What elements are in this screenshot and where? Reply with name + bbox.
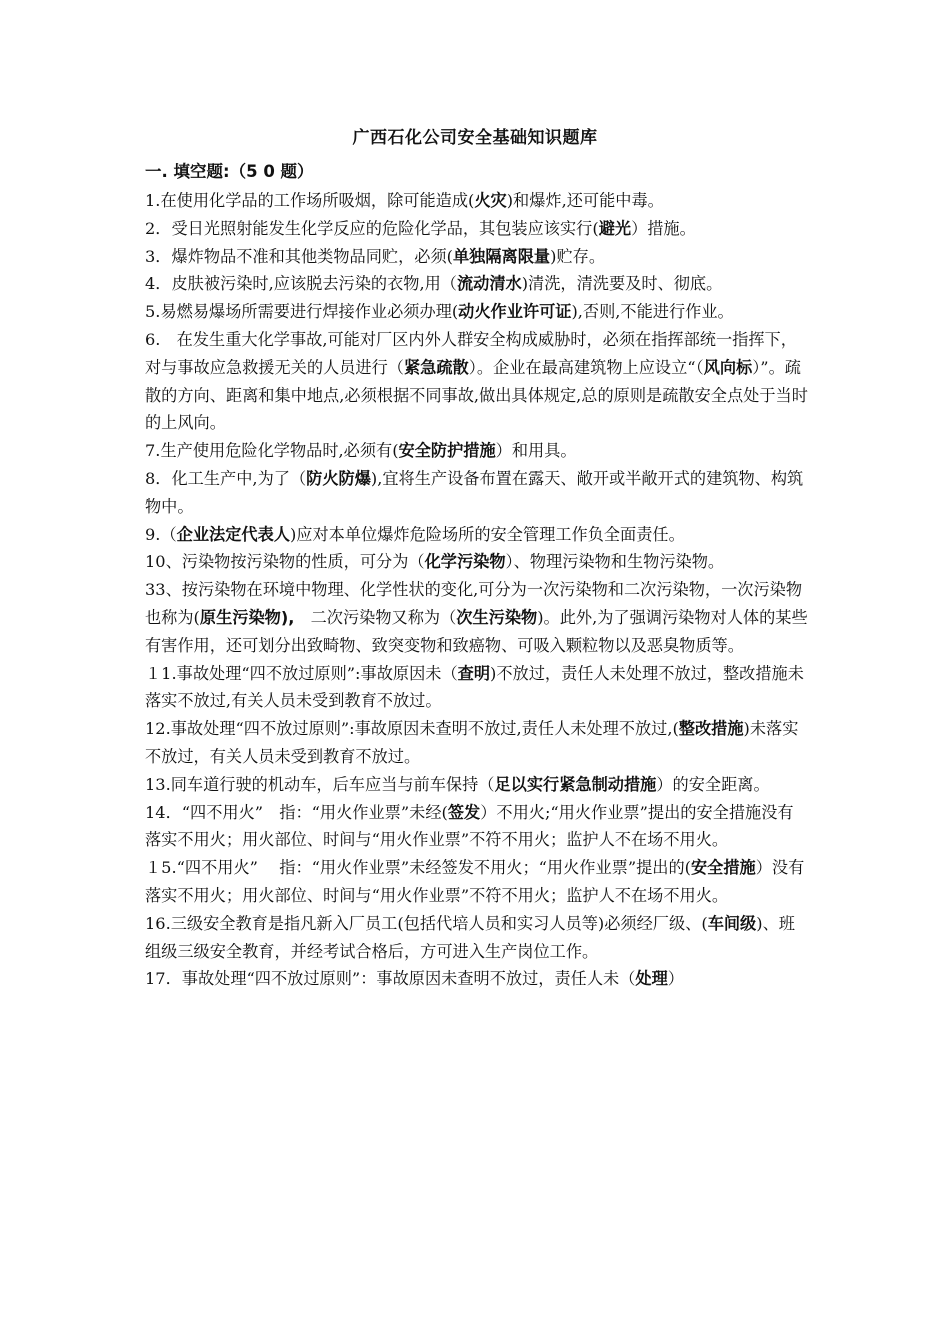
answer: 车间级: [707, 913, 757, 933]
answer: 查明: [457, 663, 491, 683]
question-item: 33、按污染物在环境中物理、化学性状的变化,可分为一次污染物和二次污染物，一次污染物也称为(原生污染物), 二次污染物又称为（次生污染物)。此外,为了强调污染物对人体的某些有害作用，还可划分出致畸物、致突变物和致癌物、可吸入颗粒物以及恶臭物质等。: [145, 580, 808, 655]
answer: 整改措施: [678, 719, 744, 739]
question-item: 12.事故处理“四不放过原则”:事故原因未查明不放过,责任人未处理不放过,(整改措施)未落实不放过，有关人员未受到教育不放过。: [145, 719, 799, 766]
question-item: 7.生产使用危险化学物品时,必须有(安全防护措施）和用具。: [145, 441, 577, 461]
document-title: 广西石化公司安全基础知识题库: [352, 128, 598, 148]
answer: 避光: [598, 218, 632, 238]
question-item: 14．“四不用火” 指：“用火作业票”未经(签发）不用火;“用火作业票”提出的安全措施没有落实不用火；用火部位、时间与“用火作业票”不符不用火；监护人不在场不用火。: [145, 802, 794, 850]
question-item: 1.在使用化学品的工作场所吸烟，除可能造成(火灾)和爆炸,还可能中毒。: [145, 191, 664, 210]
answer: 风向标: [703, 357, 753, 377]
answer: 次生污染物: [456, 607, 538, 627]
answer: 紧急疏散: [404, 357, 469, 377]
answer: 防火防爆: [306, 468, 371, 488]
question-list: [145, 187, 809, 993]
answer: 处理: [635, 969, 668, 989]
answer: 安全措施: [691, 858, 756, 878]
question-item: １5.“四不用火” 指：“用火作业票”未经签发不用火；“用火作业票”提出的(安全措施）没有落实不用火；用火部位、时间与“用火作业票”不符不用火；监护人不在场不用火。: [145, 858, 805, 905]
question-item: 6. 在发生重大化学事故,可能对厂区内外人群安全构成威胁时，必须在指挥部统一指挥下，对与事故应急救援无关的人员进行（紧急疏散）。企业在最高建筑物上应设立“（风向标）”。疏散的方向、距离和集中地点,必须根据不同事故,做出具体规定,总的原则是疏散安全点处于当时的上风向。: [145, 329, 808, 433]
answer: 足以实行紧急制动措施: [494, 774, 657, 794]
answer: 流动清水: [456, 274, 522, 294]
question-item: １1.事故处理“四不放过原则”:事故原因未（查明)不放过，责任人未处理不放过，整改措施未落实不放过,有关人员未受到教育不放过。: [145, 663, 804, 711]
answer: 企业法定代表人: [176, 524, 290, 544]
question-item: 2．受日光照射能发生化学反应的危险化学品，其包装应该实行(避光）措施。: [145, 218, 696, 238]
section-heading: 一. 填空题:（5 0 题）: [145, 162, 314, 181]
question-item: 9.（企业法定代表人)应对本单位爆炸危险场所的安全管理工作负全面责任。: [145, 524, 685, 544]
answer: 单独隔离限量: [453, 246, 551, 266]
question-item: 17．事故处理“四不放过原则”：事故原因未查明不放过，责任人未（处理）: [145, 969, 684, 989]
answer: 安全防护措施: [398, 441, 496, 461]
answer: 签发: [447, 802, 481, 822]
answer: 原生污染物),: [199, 607, 295, 627]
question-item: 8．化工生产中,为了（防火防爆),宜将生产设备布置在露天、敞开或半敞开式的建筑物、构筑物中。: [145, 468, 804, 516]
question-item: 5.易燃易爆场所需要进行焊接作业必须办理(动火作业许可证),否则,不能进行作业。: [145, 302, 734, 322]
answer: 化学污染物: [424, 552, 506, 572]
answer: 动火作业许可证: [458, 302, 572, 322]
question-item: 16.三级安全教育是指凡新入厂员工(包括代培人员和实习人员等)必须经厂级、(车间级)、班组级三级安全教育，并经考试合格后，方可进入生产岗位工作。: [145, 913, 795, 961]
question-item: 3．爆炸物品不准和其他类物品同贮，必须(单独隔离限量)贮存。: [145, 246, 606, 266]
question-item: 10、污染物按污染物的性质，可分为（化学污染物）、物理污染物和生物污染物。: [145, 552, 725, 572]
question-item: 13.同车道行驶的机动车，后车应当与前车保持（足以实行紧急制动措施）的安全距离。: [145, 774, 770, 794]
answer: 火灾: [474, 191, 507, 210]
question-item: 4．皮肤被污染时,应该脱去污染的衣物,用（流动清水)清洗，清洗要及时、彻底。: [145, 274, 723, 294]
